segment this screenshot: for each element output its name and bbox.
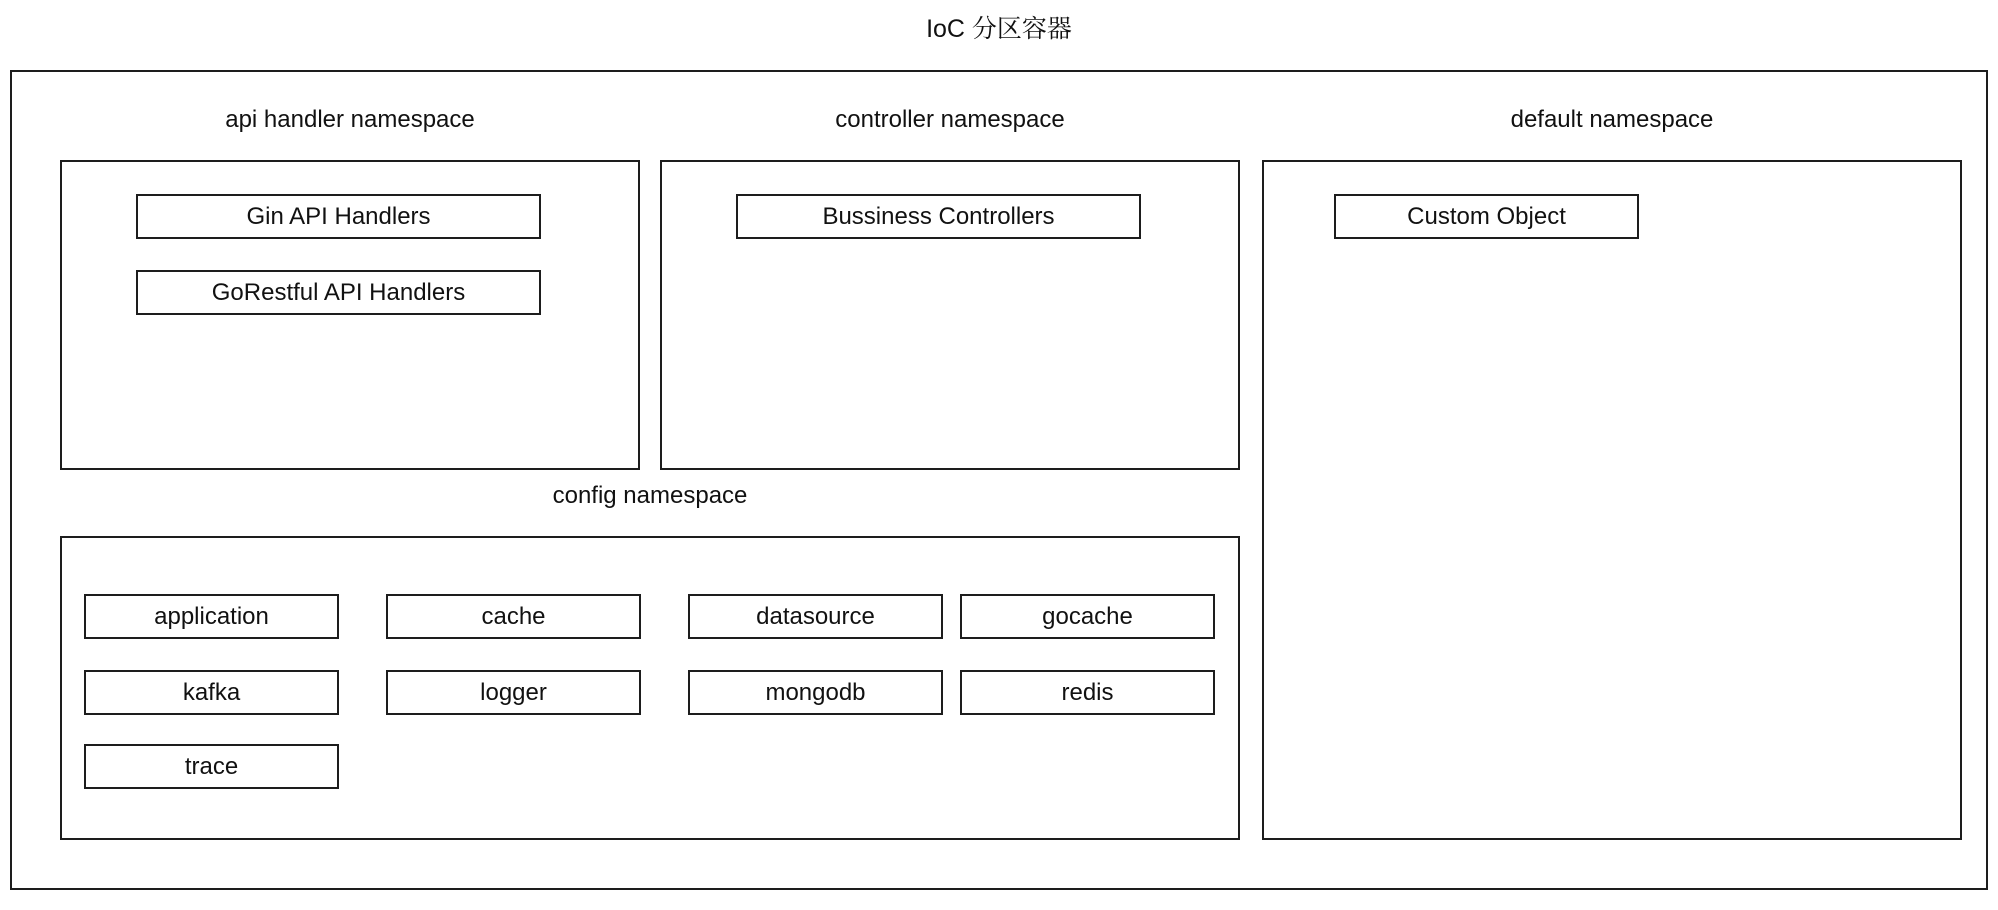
item-gin-api-handlers: Gin API Handlers [136,194,541,239]
item-config-gocache: gocache [960,594,1215,639]
namespace-title-api-handler: api handler namespace [225,106,475,133]
diagram-title: IoC 分区容器 [926,15,1072,43]
item-config-cache: cache [386,594,641,639]
item-config-mongodb: mongodb [688,670,943,715]
namespace-title-default: default namespace [1510,106,1714,133]
item-config-application: application [84,594,339,639]
namespace-panel-default [1262,160,1962,840]
item-config-datasource: datasource [688,594,943,639]
item-bussiness-controllers: Bussiness Controllers [736,194,1141,239]
namespace-title-config: config namespace [552,482,748,509]
item-gorestful-api-handlers: GoRestful API Handlers [136,270,541,315]
item-config-trace: trace [84,744,339,789]
item-custom-object: Custom Object [1334,194,1639,239]
item-config-redis: redis [960,670,1215,715]
item-config-logger: logger [386,670,641,715]
namespace-title-controller: controller namespace [835,106,1065,133]
item-config-kafka: kafka [84,670,339,715]
